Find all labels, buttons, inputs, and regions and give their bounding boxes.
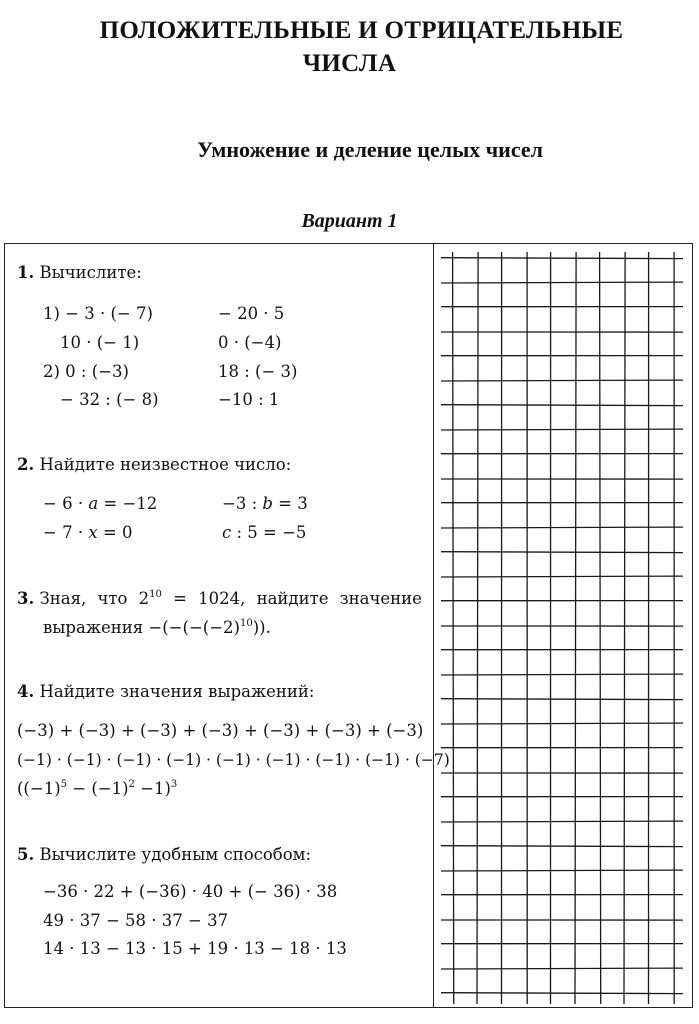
task-1-heading-text: Вычислите: bbox=[39, 263, 142, 282]
task-1-expression: 18 : (− 3) bbox=[218, 362, 298, 381]
task-5-expression: 49 · 37 − 58 · 37 − 37 bbox=[43, 911, 229, 930]
task-1-expression: 1) − 3 · (− 7) bbox=[43, 304, 153, 323]
task-3-text-line-1: 3. Зная, что $2^{10}$ = 1024, найдите значение bbox=[17, 589, 422, 608]
grid-line-horizontal bbox=[441, 674, 683, 675]
task-1-expression: − 32 : (− 8) bbox=[60, 390, 159, 409]
task-5-expression: 14 · 13 − 13 · 15 + 19 · 13 − 18 · 13 bbox=[43, 939, 347, 958]
grid-line-horizontal bbox=[441, 380, 683, 381]
grid-line-vertical bbox=[575, 252, 576, 1004]
grid-line-horizontal bbox=[441, 576, 683, 577]
grid-line-horizontal bbox=[441, 527, 683, 528]
task-1-expression: − 20 · 5 bbox=[218, 304, 285, 323]
page-title-line-2: ЧИСЛА bbox=[302, 50, 397, 77]
grid-line-horizontal bbox=[441, 429, 683, 430]
task-1-number: 1. bbox=[17, 263, 35, 282]
variant-label: Вариант 1 bbox=[301, 210, 398, 232]
task-5-number: 5. bbox=[17, 845, 35, 864]
task-1-expression: 2) 0 : (−3) bbox=[43, 362, 129, 381]
task-2-number: 2. bbox=[17, 455, 35, 474]
task-4-expression: (−1) · (−1) · (−1) · (−1) · (−1) · (−1) · (−1) · (−1) · (−7) bbox=[17, 751, 450, 769]
grid-line-horizontal bbox=[441, 846, 683, 847]
grid-line-horizontal bbox=[441, 258, 683, 259]
task-2-equation: −3 : b = 3 bbox=[222, 494, 308, 513]
task-4-expression: $((-1)^5 - (-1)^2 -1)^3$ bbox=[17, 779, 178, 798]
grid-line-vertical bbox=[453, 252, 454, 1004]
task-2-equation: − 6 · a = −12 bbox=[43, 494, 158, 513]
task-4-expression: (−3) + (−3) + (−3) + (−3) + (−3) + (−3) + (−3) bbox=[17, 721, 424, 740]
grid-line-horizontal bbox=[441, 821, 683, 822]
grid-line-horizontal bbox=[441, 405, 683, 406]
grid-line-horizontal bbox=[441, 968, 683, 969]
grid-line-vertical bbox=[600, 252, 601, 1004]
grid-line-vertical bbox=[477, 252, 478, 1004]
task-4-heading-text: Найдите значения выражений: bbox=[39, 682, 315, 701]
column-divider bbox=[433, 243, 434, 1008]
grid-line-horizontal bbox=[441, 699, 683, 700]
task-4-heading bbox=[17, 682, 314, 702]
task-1-heading bbox=[17, 263, 142, 283]
page-title-line-1: ПОЛОЖИТЕЛЬНЫЕ И ОТРИЦАТЕЛЬНЫЕ bbox=[99, 17, 624, 44]
task-1-expression: 10 · (− 1) bbox=[60, 333, 140, 352]
grid-line-horizontal bbox=[441, 552, 683, 553]
grid-line-horizontal bbox=[441, 870, 683, 871]
answer-grid bbox=[441, 252, 683, 1004]
task-3-text-line-2: выражения $-(-(-(-2)^{10}))$. bbox=[43, 618, 271, 637]
grid-line-horizontal bbox=[441, 993, 683, 994]
task-2-equation: c : 5 = −5 bbox=[222, 523, 307, 542]
task-4-number: 4. bbox=[17, 682, 35, 701]
task-1-expression: 0 · (−4) bbox=[218, 333, 282, 352]
grid-line-vertical bbox=[624, 252, 625, 1004]
task-2-equation: − 7 · x = 0 bbox=[43, 523, 133, 542]
task-2-heading-text: Найдите неизвестное число: bbox=[39, 455, 292, 474]
task-5-heading bbox=[17, 845, 311, 865]
task-3-number: 3. bbox=[17, 589, 35, 608]
task-1-expression: −10 : 1 bbox=[218, 390, 280, 409]
task-5-expression: −36 · 22 + (−36) · 40 + (− 36) · 38 bbox=[43, 882, 338, 901]
section-subtitle: Умножение и деление целых чисел bbox=[197, 137, 543, 162]
grid-line-horizontal bbox=[441, 282, 683, 283]
grid-line-horizontal bbox=[441, 723, 683, 724]
task-5-heading-text: Вычислите удобным способом: bbox=[39, 845, 312, 864]
task-2-heading bbox=[17, 455, 291, 475]
